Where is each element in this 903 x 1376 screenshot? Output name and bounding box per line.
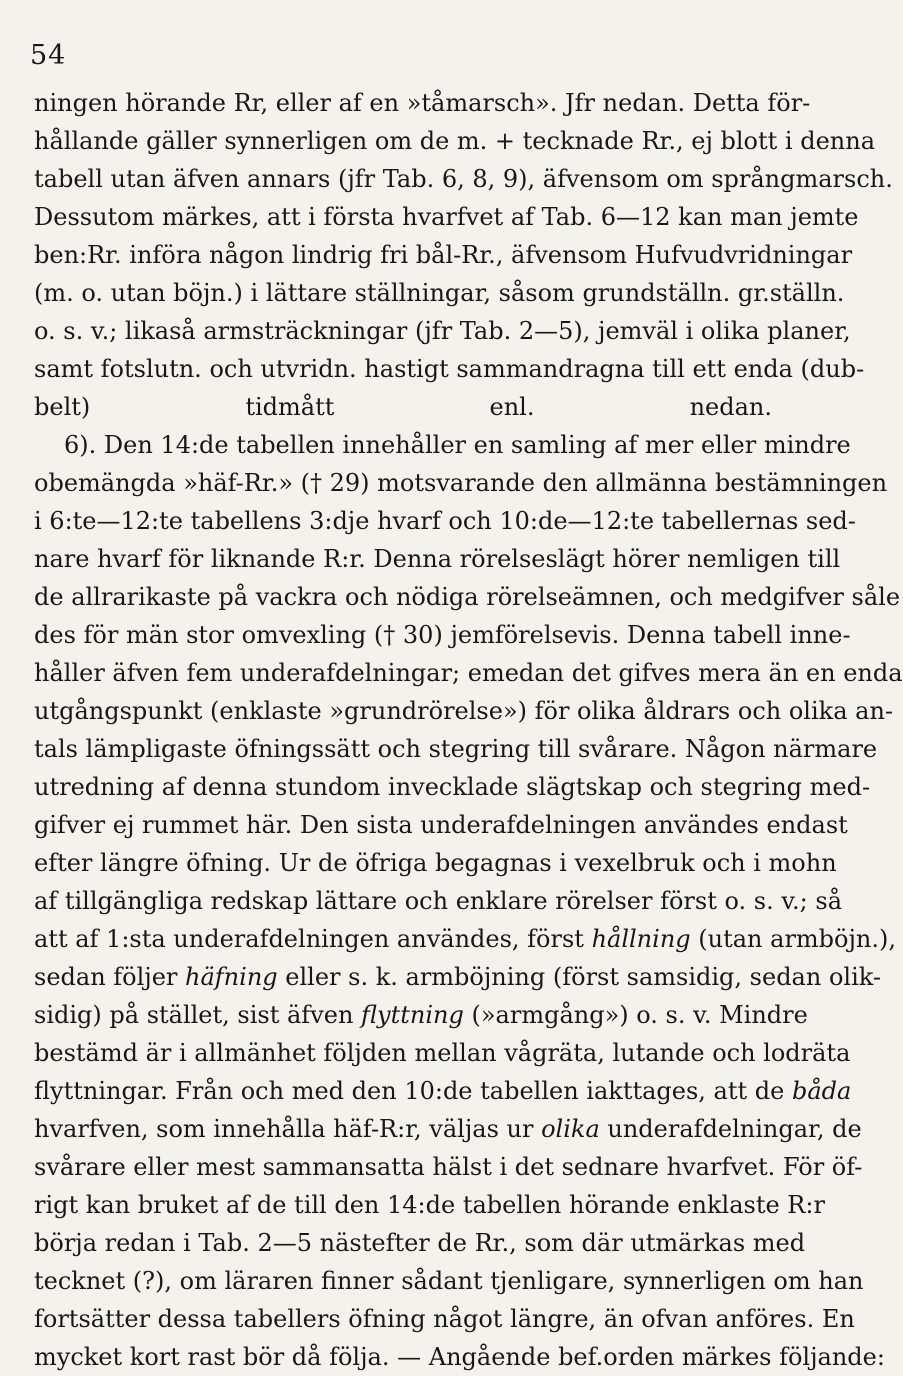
text-line: utgångspunkt (enklaste »grundrörelse») för olika åldrars och olika an-	[34, 697, 894, 725]
text-line: flyttningar. Från och med den 10:de tabellen iakttages, att de båda	[34, 1077, 852, 1105]
text-line: ningen hörande Rr, eller af en »tåmarsch». Jfr nedan. Detta för-	[34, 89, 811, 117]
text-line: svårare eller mest sammansatta hälst i det sednare hvarfvet. För öf-	[34, 1153, 863, 1181]
text-line: de allrarikaste på vackra och nödiga rörelseämnen, och medgifver såle	[34, 583, 901, 611]
text-line: bestämd är i allmänhet följden mellan vågräta, lutande och lodräta	[34, 1039, 851, 1067]
text-line: mycket kort rast bör då följa. — Angående bef.orden märkes följande:	[34, 1343, 885, 1371]
text-line: o. s. v.; likaså armsträckningar (jfr Tab. 2—5), jemväl i olika planer,	[34, 317, 851, 345]
text-line: tals lämpligaste öfningssätt och stegring till svårare. Någon närmare	[34, 735, 878, 763]
text-line: samt fotslutn. och utvridn. hastigt sammandragna till ett enda (dub-	[34, 355, 865, 383]
text-line: obemängda »häf-Rr.» († 29) motsvarande den allmänna bestämningen	[34, 469, 888, 497]
text-line: gifver ej rummet här. Den sista underafdelningen användes endast	[34, 811, 848, 839]
text-line: i 6:te—12:te tabellens 3:dje hvarf och 10:de—12:te tabellernas sed-	[34, 507, 856, 535]
text-line: börja redan i Tab. 2—5 nästefter de Rr., som där utmärkas med	[34, 1229, 806, 1257]
text-line: sidig) på stället, sist äfven flyttning (»armgång») o. s. v. Mindre	[34, 1001, 808, 1029]
text-line: 6). Den 14:de tabellen innehåller en samling af mer eller mindre	[64, 431, 851, 459]
body-text	[34, 84, 903, 1376]
text-line: tabell utan äfven annars (jfr Tab. 6, 8, 9), äfvensom om språngmarsch.	[34, 165, 893, 193]
text-line: sedan följer häfning eller s. k. armböjning (först samsidig, sedan olik-	[34, 963, 881, 991]
text-line: att af 1:sta underafdelningen användes, först hållning (utan armböjn.),	[34, 925, 896, 953]
text-line: efter längre öfning. Ur de öfriga begagnas i vexelbruk och i mohn	[34, 849, 837, 877]
text-line: belt) tidmått enl. nedan.	[34, 393, 772, 421]
text-line: hållande gäller synnerligen om de m. + tecknade Rr., ej blott i denna	[34, 127, 876, 155]
text-line: des för män stor omvexling († 30) jemförelsevis. Denna tabell inne-	[34, 621, 851, 649]
text-line: nare hvarf för liknande R:r. Denna rörelseslägt hörer nemligen till	[34, 545, 841, 573]
text-line: rigt kan bruket af de till den 14:de tabellen hörande enklaste R:r	[34, 1191, 825, 1219]
text-line: ben:Rr. införa någon lindrig fri bål-Rr., äfvensom Hufvudvridningar	[34, 241, 853, 269]
text-line: (m. o. utan böjn.) i lättare ställningar, såsom grundställn. gr.ställn.	[34, 279, 845, 307]
text-line: Dessutom märkes, att i första hvarfvet af Tab. 6—12 kan man jemte	[34, 203, 859, 231]
text-line: håller äfven fem underafdelningar; emedan det gifves mera än en enda	[34, 659, 903, 687]
text-line: af tillgängliga redskap lättare och enklare rörelser först o. s. v.; så	[34, 887, 843, 915]
text-line: tecknet (?), om läraren finner sådant tjenligare, synnerligen om han	[34, 1267, 864, 1295]
page-number: 54	[30, 40, 67, 71]
text-line: utredning af denna stundom invecklade slägtskap och stegring med-	[34, 773, 871, 801]
text-line: fortsätter dessa tabellers öfning något längre, än ofvan anföres. En	[34, 1305, 855, 1333]
text-line: hvarfven, som innehålla häf-R:r, väljas ur olika underafdelningar, de	[34, 1115, 862, 1143]
